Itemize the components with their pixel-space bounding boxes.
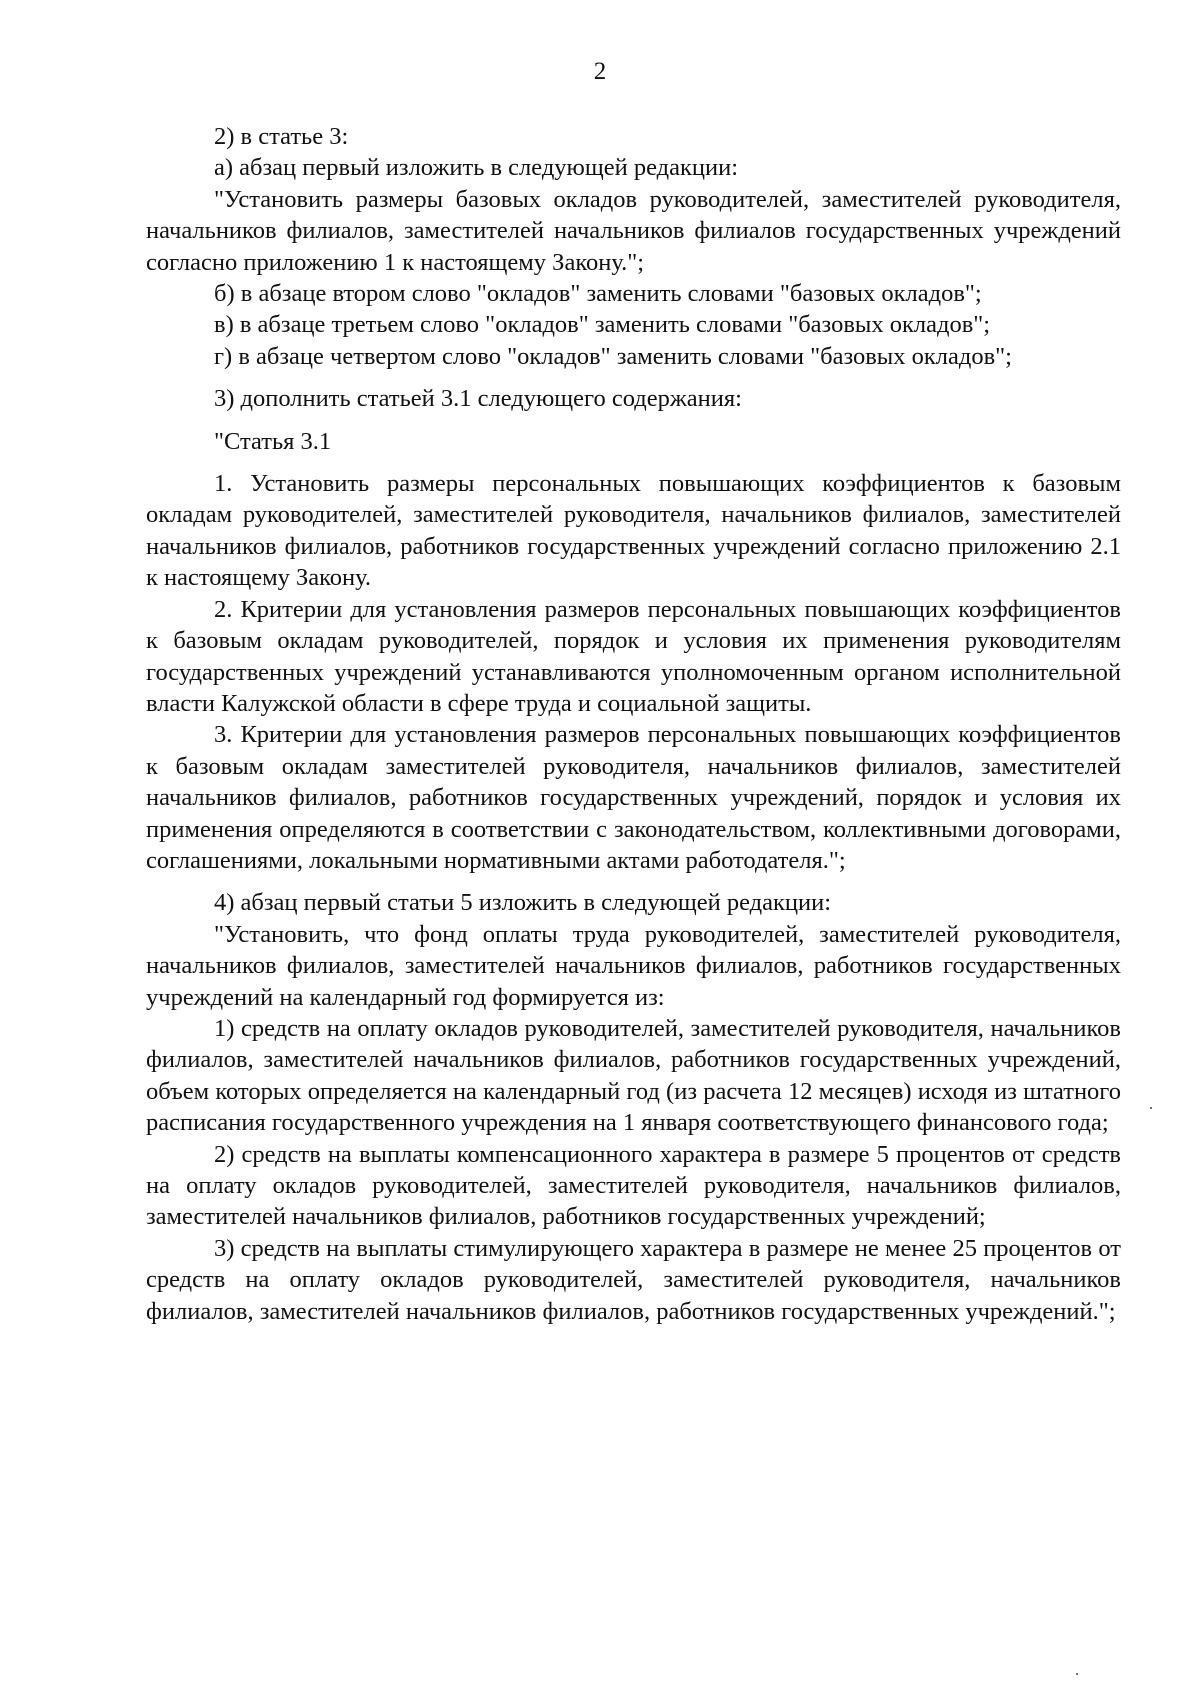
paragraph-clause-1: 1. Установить размеры персональных повышающих коэффициентов к базовым окладам руководителей, заместителей руководителя, начальников филиалов, заместителей начальников филиалов, работников государственных учреждений согласно приложению 2.1 к настоящему Закону. (146, 470, 1121, 592)
document-body (146, 121, 1121, 1327)
paragraph-item-3: 3) средств на выплаты стимулирующего характера в размере не менее 25 процентов от средств на оплату окладов руководителей, заместителей руководителя, начальников филиалов, заместителей начальников филиалов, работников государственных учреждений."; (146, 1234, 1121, 1325)
paragraph-article-5: 4) абзац первый статьи 5 изложить в следующей редакции: (214, 889, 831, 917)
paragraph-g: г) в абзаце четвертом слово "окладов" заменить словами "базовых окладов"; (214, 342, 1012, 370)
paragraph-b: б) в абзаце втором слово "окладов" заменить словами "базовых окладов"; (214, 280, 982, 308)
paragraph-item-1: 1) средств на оплату окладов руководителей, заместителей руководителя, начальников филиалов, заместителей начальников филиалов, работников государственных учреждений, объем которых определяется на календарный год (из расчета 12 месяцев) исходя из штатного расписания государственного учреждения на 1 января соответствующего финансового года; (146, 1014, 1121, 1137)
paragraph-a: а) абзац первый изложить в следующей редакции: (214, 154, 739, 182)
paragraph-add-article-3-1: 3) дополнить статьей 3.1 следующего содержания: (214, 385, 742, 413)
article-heading-3-1: "Статья 3.1 (214, 427, 332, 455)
paragraph-article-3: 2) в статье 3: (214, 123, 349, 150)
paragraph-v: в) в абзаце третьем слово "окладов" заменить словами "базовых окладов"; (214, 311, 991, 339)
paragraph-clause-3: 3. Критерии для установления размеров персональных повышающих коэффициентов к базовым окладам заместителей руководителя, начальников филиалов, заместителей начальников филиалов, работников государственных учреждений, порядок и условия их применения определяются в соответствии с законодательством, коллективными договорами, соглашениями, локальными нормативными актами работодателя."; (146, 721, 1121, 874)
paragraph-clause-2: 2. Критерии для установления размеров персональных повышающих коэффициентов к базовым окладам руководителей, порядок и условия их применения руководителям государственных учреждений устанавливаются уполномоченным органом исполнительной власти Калужской области в сфере труда и социальной защиты. (146, 595, 1121, 717)
page-number: 2 (593, 58, 607, 85)
paragraph-item-2: 2) средств на выплаты компенсационного характера в размере 5 процентов от средств на оплату окладов руководителей, заместителей руководителя, начальников филиалов, заместителей начальников филиалов, работников государственных учреждений; (146, 1140, 1121, 1231)
paragraph-wage-fund: "Установить, что фонд оплаты труда руководителей, заместителей руководителя, начальников филиалов, заместителей начальников филиалов, работников государственных учреждений на календарный год формируется из: (146, 920, 1121, 1011)
paragraph-quoted-establish: "Установить размеры базовых окладов руководителей, заместителей руководителя, начальников филиалов, заместителей начальников филиалов государственных учреждений согласно приложению 1 к настоящему Закону."; (146, 185, 1121, 276)
scan-speck: · (1074, 1664, 1080, 1684)
scan-speck: · (1148, 1098, 1154, 1118)
